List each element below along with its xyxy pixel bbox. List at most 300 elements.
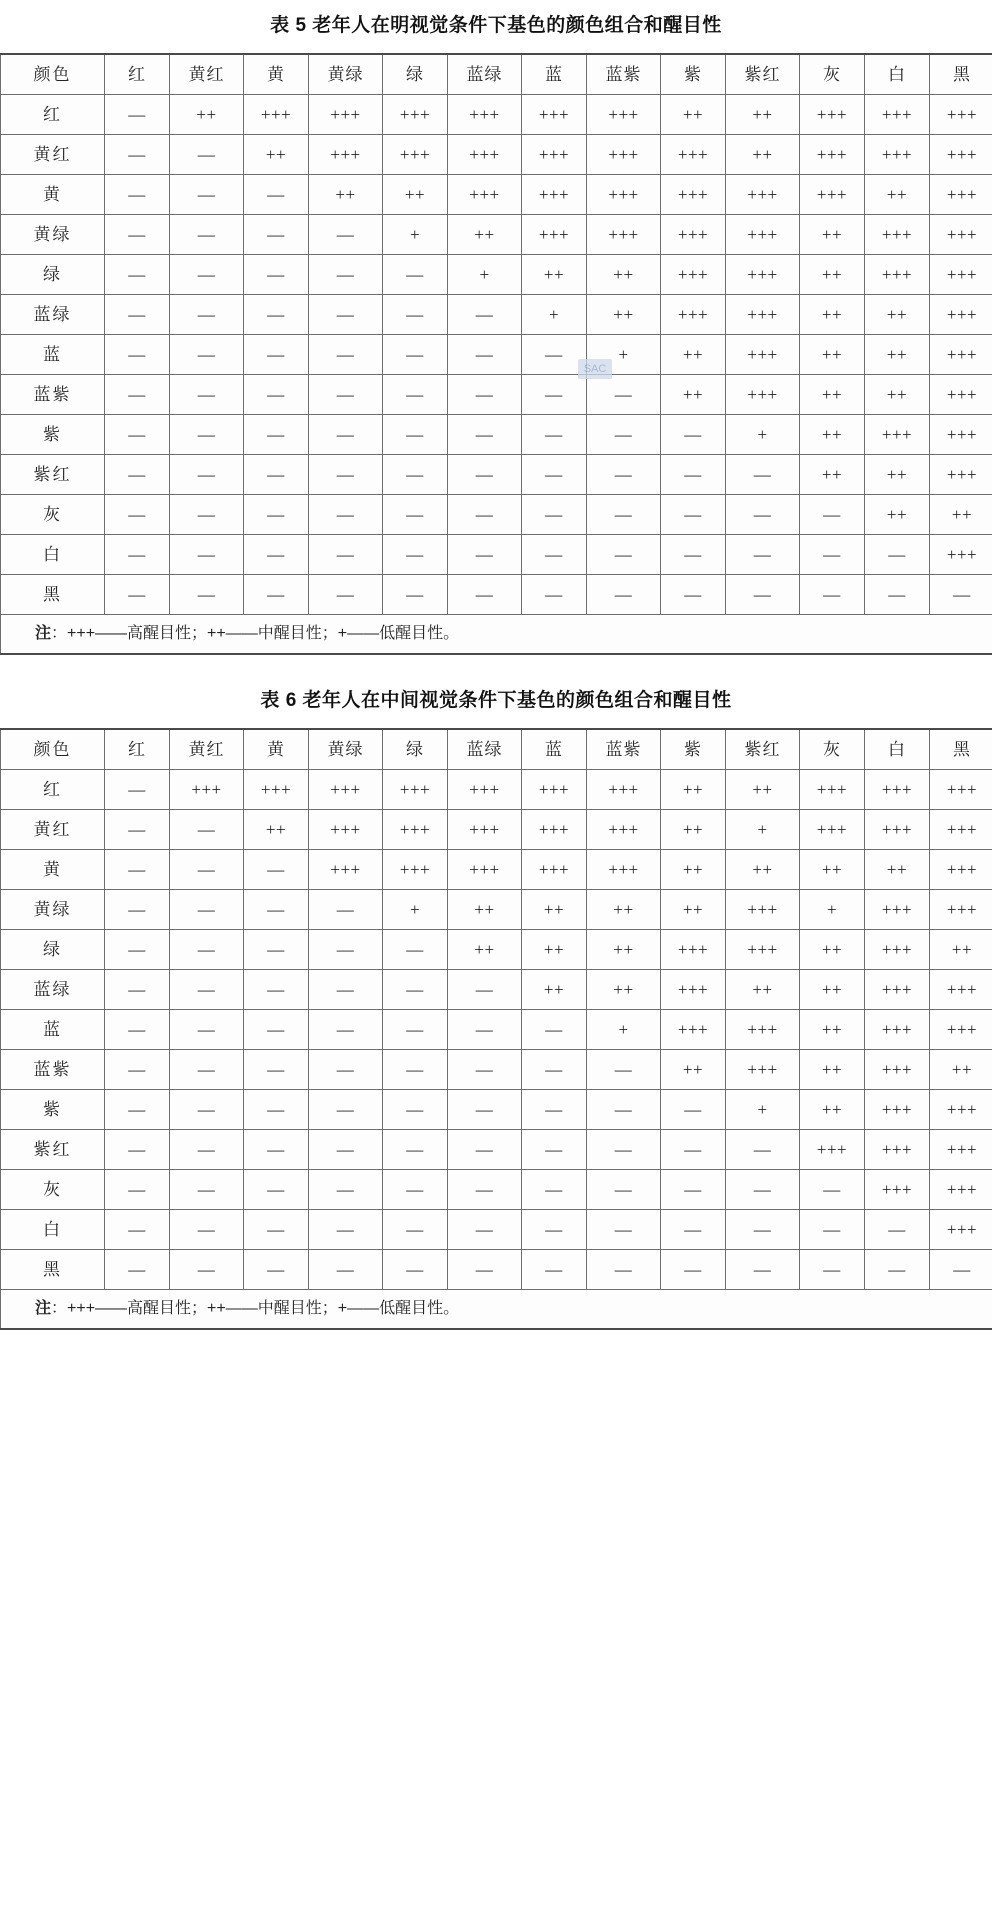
table5-cell-1-7: +++ [587,135,661,175]
table6-col-header-3: 黄 [244,729,309,770]
table5-cell-7-1: — [170,375,244,415]
table6-col-header-0: 颜色 [1,729,105,770]
table5-title: 表 5 老年人在明视觉条件下基色的颜色组合和醒目性 [0,0,992,53]
table5-cell-1-3: +++ [309,135,383,175]
table5-cell-4-6: ++ [522,255,587,295]
table5-cell-3-12: +++ [930,215,992,255]
table5-cell-0-1: ++ [170,95,244,135]
table6-cell-10-10: — [800,1170,865,1210]
table6-cell-6-9: +++ [726,1010,800,1050]
table6-cell-11-1: — [170,1210,244,1250]
table5-cell-6-2: — [244,335,309,375]
table5-note-label: 注 [35,625,51,642]
table6-cell-3-4: + [383,890,448,930]
table6-cell-10-12: +++ [930,1170,992,1210]
table5-cell-6-0: — [105,335,170,375]
table5-cell-3-4: + [383,215,448,255]
table6-cell-0-2: +++ [244,770,309,810]
table5-col-header-5: 绿 [383,54,448,95]
table5-cell-7-10: ++ [800,375,865,415]
table5-cell-10-2: — [244,495,309,535]
table-row [1,1250,992,1290]
table5-cell-5-0: — [105,295,170,335]
table5-row-header-12: 黑 [1,575,105,615]
table6-cell-0-5: +++ [448,770,522,810]
table5-cell-12-4: — [383,575,448,615]
table5-cell-3-0: — [105,215,170,255]
table6-cell-1-0: — [105,810,170,850]
table6-cell-7-3: — [309,1050,383,1090]
table5-cell-1-12: +++ [930,135,992,175]
table5-cell-4-4: — [383,255,448,295]
table6-cell-9-5: — [448,1130,522,1170]
table6-cell-12-10: — [800,1250,865,1290]
table5-cell-3-6: +++ [522,215,587,255]
table6-cell-4-2: — [244,930,309,970]
table6-cell-9-12: +++ [930,1130,992,1170]
table5-cell-12-9: — [726,575,800,615]
table5-cell-10-1: — [170,495,244,535]
table6-cell-3-0: — [105,890,170,930]
table5-cell-6-8: ++ [661,335,726,375]
table5-cell-8-5: — [448,415,522,455]
table6-cell-5-11: +++ [865,970,930,1010]
table5-cell-2-3: ++ [309,175,383,215]
table5-cell-11-2: — [244,535,309,575]
table6-cell-2-12: +++ [930,850,992,890]
table5-cell-8-10: ++ [800,415,865,455]
table6-cell-0-7: +++ [587,770,661,810]
table6-row-header-4: 绿 [1,930,105,970]
table5-cell-5-6: + [522,295,587,335]
bottom-right-watermark-icon [880,1907,970,1921]
table5-row-header-1: 黄红 [1,135,105,175]
table6-cell-10-8: — [661,1170,726,1210]
table5-cell-9-2: — [244,455,309,495]
table6-row-header-0: 红 [1,770,105,810]
table5-cell-10-10: — [800,495,865,535]
table5-cell-2-6: +++ [522,175,587,215]
table5-cell-3-10: ++ [800,215,865,255]
table5-cell-4-3: — [309,255,383,295]
table5-cell-8-9: + [726,415,800,455]
table5-cell-5-9: +++ [726,295,800,335]
table5-cell-8-8: — [661,415,726,455]
table6-cell-7-4: — [383,1050,448,1090]
table5-cell-5-10: ++ [800,295,865,335]
table6-cell-1-3: +++ [309,810,383,850]
table5-col-header-1: 红 [105,54,170,95]
table6-cell-8-4: — [383,1090,448,1130]
table5-cell-8-3: — [309,415,383,455]
table5-col-header-8: 蓝紫 [587,54,661,95]
table5-cell-11-0: — [105,535,170,575]
table-row [1,415,992,455]
table6-col-header-5: 绿 [383,729,448,770]
table5-cell-6-12: +++ [930,335,992,375]
table6-cell-2-6: +++ [522,850,587,890]
table5-cell-6-6: — [522,335,587,375]
table6-cell-4-11: +++ [865,930,930,970]
table5-cell-10-12: ++ [930,495,992,535]
table5-cell-1-9: ++ [726,135,800,175]
table5 [0,53,992,655]
table5-row-header-8: 紫 [1,415,105,455]
table5-cell-12-2: — [244,575,309,615]
table6-cell-3-6: ++ [522,890,587,930]
sac-watermark-icon: SAC [578,359,612,379]
table6-title: 表 6 老年人在中间视觉条件下基色的颜色组合和醒目性 [0,655,992,728]
table5-cell-2-5: +++ [448,175,522,215]
table5-cell-0-7: +++ [587,95,661,135]
table5-cell-6-9: +++ [726,335,800,375]
table6-cell-1-9: + [726,810,800,850]
table-row [1,295,992,335]
table6-cell-10-5: — [448,1170,522,1210]
table6-col-header-13: 黑 [930,729,992,770]
table6-cell-6-5: — [448,1010,522,1050]
table6-cell-4-1: — [170,930,244,970]
table5-cell-12-0: — [105,575,170,615]
table6-cell-11-8: — [661,1210,726,1250]
table6-cell-9-3: — [309,1130,383,1170]
table6-cell-3-12: +++ [930,890,992,930]
table5-cell-8-6: — [522,415,587,455]
table6-row-header-2: 黄 [1,850,105,890]
table5-cell-1-6: +++ [522,135,587,175]
table6-cell-7-12: ++ [930,1050,992,1090]
table5-cell-8-0: — [105,415,170,455]
table6-cell-5-1: — [170,970,244,1010]
table6-cell-12-4: — [383,1250,448,1290]
table6-col-header-11: 灰 [800,729,865,770]
table5-col-header-0: 颜色 [1,54,105,95]
table6-cell-5-12: +++ [930,970,992,1010]
table-row [1,535,992,575]
table6-cell-4-10: ++ [800,930,865,970]
table5-cell-12-5: — [448,575,522,615]
table5-col-header-10: 紫红 [726,54,800,95]
table5-cell-1-5: +++ [448,135,522,175]
table5-cell-6-5: — [448,335,522,375]
table6-col-header-9: 紫 [661,729,726,770]
table5-cell-12-1: — [170,575,244,615]
table5-col-header-11: 灰 [800,54,865,95]
table6-cell-2-7: +++ [587,850,661,890]
table6 [0,728,992,1330]
table6-cell-7-0: — [105,1050,170,1090]
table6-cell-8-0: — [105,1090,170,1130]
table6-cell-5-6: ++ [522,970,587,1010]
table5-cell-9-10: ++ [800,455,865,495]
table5-cell-0-0: — [105,95,170,135]
table5-cell-4-11: +++ [865,255,930,295]
table6-cell-6-11: +++ [865,1010,930,1050]
table5-cell-11-8: — [661,535,726,575]
table5-cell-7-7: — [587,375,661,415]
table6-cell-6-6: — [522,1010,587,1050]
table5-cell-7-12: +++ [930,375,992,415]
table6-cell-4-5: ++ [448,930,522,970]
table5-cell-7-2: — [244,375,309,415]
table-row [1,1050,992,1090]
table6-cell-6-7: + [587,1010,661,1050]
table5-cell-12-10: — [800,575,865,615]
table6-cell-8-8: — [661,1090,726,1130]
table5-cell-5-2: — [244,295,309,335]
table5-cell-9-4: — [383,455,448,495]
table6-cell-9-7: — [587,1130,661,1170]
table5-cell-10-5: — [448,495,522,535]
table5-cell-6-10: ++ [800,335,865,375]
table5-col-header-12: 白 [865,54,930,95]
table5-cell-11-6: — [522,535,587,575]
table5-cell-0-2: +++ [244,95,309,135]
table5-cell-3-1: — [170,215,244,255]
table6-note-label: 注 [35,1300,51,1317]
table6-cell-9-8: — [661,1130,726,1170]
table5-row-header-9: 紫红 [1,455,105,495]
table5-cell-0-9: ++ [726,95,800,135]
table6-cell-3-9: +++ [726,890,800,930]
table5-cell-11-3: — [309,535,383,575]
table6-cell-0-8: ++ [661,770,726,810]
table6-cell-11-3: — [309,1210,383,1250]
table6-cell-1-10: +++ [800,810,865,850]
table6-header-row [1,729,992,770]
table6-cell-0-4: +++ [383,770,448,810]
table5-cell-0-11: +++ [865,95,930,135]
table6-cell-7-1: — [170,1050,244,1090]
table5-cell-1-1: — [170,135,244,175]
table5-cell-10-8: — [661,495,726,535]
table5-row-header-2: 黄 [1,175,105,215]
table6-cell-8-6: — [522,1090,587,1130]
table-row [1,890,992,930]
table5-cell-5-8: +++ [661,295,726,335]
table5-cell-3-9: +++ [726,215,800,255]
table6-cell-11-0: — [105,1210,170,1250]
table6-cell-8-1: — [170,1090,244,1130]
table6-cell-0-11: +++ [865,770,930,810]
table5-cell-12-8: — [661,575,726,615]
table5-cell-4-2: — [244,255,309,295]
table5-cell-10-6: — [522,495,587,535]
table6-col-header-4: 黄绿 [309,729,383,770]
table6-cell-1-11: +++ [865,810,930,850]
table5-cell-2-1: — [170,175,244,215]
table6-cell-12-7: — [587,1250,661,1290]
table5-cell-11-5: — [448,535,522,575]
table6-cell-10-2: — [244,1170,309,1210]
table5-cell-11-12: +++ [930,535,992,575]
table5-cell-11-7: — [587,535,661,575]
table5-cell-9-8: — [661,455,726,495]
table5-cell-5-1: — [170,295,244,335]
table5-cell-1-10: +++ [800,135,865,175]
table6-cell-9-1: — [170,1130,244,1170]
table6-cell-12-1: — [170,1250,244,1290]
table5-cell-7-0: — [105,375,170,415]
table5-cell-9-0: — [105,455,170,495]
table6-cell-11-4: — [383,1210,448,1250]
table5-cell-2-11: ++ [865,175,930,215]
table5-col-header-9: 紫 [661,54,726,95]
table6-cell-3-5: ++ [448,890,522,930]
table6-cell-10-9: — [726,1170,800,1210]
table6-cell-5-3: — [309,970,383,1010]
table6-cell-0-12: +++ [930,770,992,810]
table6-cell-8-3: — [309,1090,383,1130]
table5-row-header-10: 灰 [1,495,105,535]
table6-cell-12-12: — [930,1250,992,1290]
table5-cell-6-11: ++ [865,335,930,375]
table6-cell-11-7: — [587,1210,661,1250]
table5-cell-9-11: ++ [865,455,930,495]
table5-col-header-4: 黄绿 [309,54,383,95]
table5-cell-2-10: +++ [800,175,865,215]
table6-cell-7-7: — [587,1050,661,1090]
table5-cell-0-12: +++ [930,95,992,135]
table5-cell-8-4: — [383,415,448,455]
table6-row-header-9: 紫红 [1,1130,105,1170]
table5-cell-3-2: — [244,215,309,255]
table5-cell-8-12: +++ [930,415,992,455]
table6-row-header-6: 蓝 [1,1010,105,1050]
table5-row-header-3: 黄绿 [1,215,105,255]
table6-cell-2-0: — [105,850,170,890]
table6-block [0,655,992,1330]
table6-cell-2-2: — [244,850,309,890]
table-row [1,335,992,375]
table5-row-header-7: 蓝紫 [1,375,105,415]
table5-cell-8-7: — [587,415,661,455]
table6-cell-1-8: ++ [661,810,726,850]
table5-cell-4-8: +++ [661,255,726,295]
table5-cell-12-3: — [309,575,383,615]
table-row [1,810,992,850]
table5-cell-9-9: — [726,455,800,495]
table5-cell-8-2: — [244,415,309,455]
table5-cell-10-9: — [726,495,800,535]
table6-cell-5-7: ++ [587,970,661,1010]
table5-block [0,0,992,655]
table6-col-header-1: 红 [105,729,170,770]
table-row [1,1170,992,1210]
table6-note [1,1290,992,1330]
table5-col-header-6: 蓝绿 [448,54,522,95]
table5-cell-4-7: ++ [587,255,661,295]
table5-cell-9-12: +++ [930,455,992,495]
table6-cell-7-8: ++ [661,1050,726,1090]
table6-cell-11-6: — [522,1210,587,1250]
table-row [1,95,992,135]
table6-cell-6-1: — [170,1010,244,1050]
table6-cell-12-8: — [661,1250,726,1290]
table6-cell-2-8: ++ [661,850,726,890]
table6-cell-7-2: — [244,1050,309,1090]
table6-cell-5-9: ++ [726,970,800,1010]
table6-cell-10-3: — [309,1170,383,1210]
table6-row-header-1: 黄红 [1,810,105,850]
table-row [1,175,992,215]
table5-cell-8-11: +++ [865,415,930,455]
table5-cell-1-2: ++ [244,135,309,175]
table-row [1,1090,992,1130]
table6-cell-5-2: — [244,970,309,1010]
table5-cell-4-9: +++ [726,255,800,295]
table6-cell-4-6: ++ [522,930,587,970]
table5-cell-0-8: ++ [661,95,726,135]
table6-cell-3-8: ++ [661,890,726,930]
table5-header-row [1,54,992,95]
table-row [1,770,992,810]
table5-cell-7-5: — [448,375,522,415]
table5-cell-12-12: — [930,575,992,615]
table5-cell-1-4: +++ [383,135,448,175]
table-row [1,930,992,970]
table6-cell-0-0: — [105,770,170,810]
table5-cell-7-3: — [309,375,383,415]
table6-cell-4-7: ++ [587,930,661,970]
table5-cell-0-4: +++ [383,95,448,135]
table6-cell-3-7: ++ [587,890,661,930]
table6-cell-8-11: +++ [865,1090,930,1130]
table6-cell-12-11: — [865,1250,930,1290]
table5-cell-0-6: +++ [522,95,587,135]
table6-col-header-10: 紫红 [726,729,800,770]
table6-cell-3-11: +++ [865,890,930,930]
table6-cell-4-3: — [309,930,383,970]
table6-cell-0-6: +++ [522,770,587,810]
table5-cell-2-9: +++ [726,175,800,215]
table6-col-header-6: 蓝绿 [448,729,522,770]
table6-cell-12-2: — [244,1250,309,1290]
table6-cell-11-12: +++ [930,1210,992,1250]
table6-cell-4-9: +++ [726,930,800,970]
table6-cell-10-6: — [522,1170,587,1210]
table6-cell-2-11: ++ [865,850,930,890]
table-row [1,1130,992,1170]
table6-cell-9-11: +++ [865,1130,930,1170]
table6-cell-3-10: + [800,890,865,930]
table5-row-header-0: 红 [1,95,105,135]
table6-cell-5-8: +++ [661,970,726,1010]
table5-cell-12-6: — [522,575,587,615]
table6-cell-0-1: +++ [170,770,244,810]
table6-cell-11-11: — [865,1210,930,1250]
table5-cell-1-11: +++ [865,135,930,175]
table6-cell-6-12: +++ [930,1010,992,1050]
table5-cell-7-4: — [383,375,448,415]
table5-cell-7-6: — [522,375,587,415]
table6-note-body: ：+++——高醒目性；++——中醒目性；+——低醒目性。 [51,1300,459,1317]
table5-cell-11-10: — [800,535,865,575]
table5-cell-9-7: — [587,455,661,495]
table6-row-header-5: 蓝绿 [1,970,105,1010]
table6-cell-8-7: — [587,1090,661,1130]
table6-row-header-3: 黄绿 [1,890,105,930]
table5-cell-6-7: + [587,335,661,375]
table6-cell-6-8: +++ [661,1010,726,1050]
table6-cell-12-6: — [522,1250,587,1290]
table6-cell-11-10: — [800,1210,865,1250]
table6-cell-1-4: +++ [383,810,448,850]
table6-cell-2-4: +++ [383,850,448,890]
table6-cell-9-0: — [105,1130,170,1170]
table6-cell-12-5: — [448,1250,522,1290]
table6-cell-1-5: +++ [448,810,522,850]
